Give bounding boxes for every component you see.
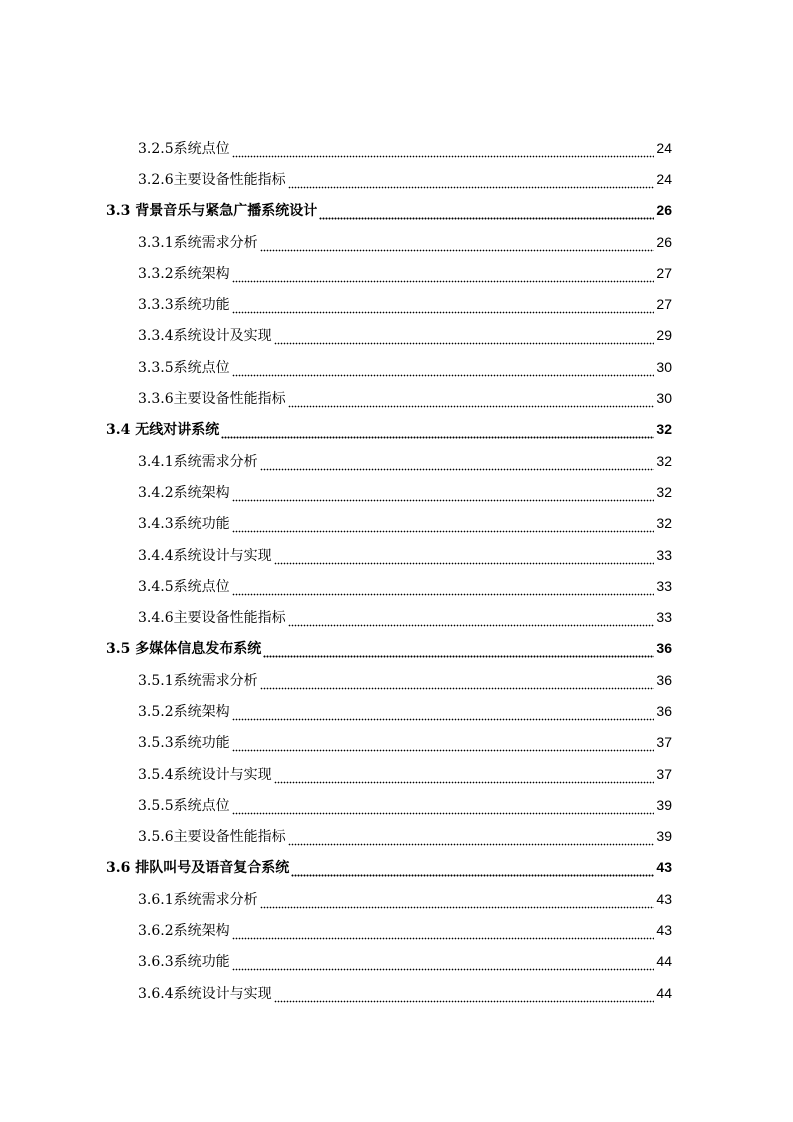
dot-leader	[260, 895, 655, 909]
toc-entry-title: 3.4.4系统设计与实现	[138, 547, 272, 564]
toc-subsection-entry[interactable]	[0, 163, 793, 194]
toc-page-number: 39	[656, 796, 672, 813]
dot-leader	[288, 832, 655, 846]
toc-subsection-entry[interactable]	[0, 883, 793, 914]
toc-page-number: 29	[656, 327, 672, 344]
toc-entry-title: 3.3.1系统需求分析	[138, 234, 258, 251]
toc-page-number: 32	[656, 483, 672, 500]
toc-subsection-entry[interactable]	[0, 758, 793, 789]
toc-page-number: 32	[656, 421, 672, 438]
dot-leader	[274, 989, 655, 1003]
dot-leader	[232, 300, 655, 314]
dot-leader	[288, 394, 655, 408]
toc-entry-title: 3.5.2系统架构	[138, 703, 230, 720]
toc-subsection-entry[interactable]	[0, 288, 793, 319]
toc-page-number: 32	[656, 515, 672, 532]
toc-subsection-entry[interactable]	[0, 789, 793, 820]
dot-leader	[232, 269, 655, 283]
toc-subsection-entry[interactable]	[0, 977, 793, 1008]
toc-subsection-entry[interactable]	[0, 727, 793, 758]
dot-leader	[260, 238, 655, 252]
toc-entry-title: 3.4 无线对讲系统	[106, 422, 220, 439]
toc-subsection-entry[interactable]	[0, 476, 793, 507]
toc-page-number: 24	[656, 170, 672, 187]
toc-page-number: 36	[656, 671, 672, 688]
toc-subsection-entry[interactable]	[0, 257, 793, 288]
toc-subsection-entry[interactable]	[0, 695, 793, 726]
toc-page-number: 39	[656, 828, 672, 845]
dot-leader	[319, 206, 654, 220]
dot-leader	[260, 457, 655, 471]
toc-page-number: 30	[656, 390, 672, 407]
dot-leader	[288, 613, 655, 627]
toc-entry-title: 3.6 排队叫号及语音复合系统	[106, 860, 290, 877]
toc-page-number: 36	[656, 640, 672, 657]
toc-entry-title: 3.5.6主要设备性能指标	[138, 829, 286, 846]
dot-leader	[232, 801, 655, 815]
toc-page-number: 43	[656, 859, 672, 876]
toc-page-number: 30	[656, 358, 672, 375]
dot-leader	[232, 519, 655, 533]
toc-entry-title: 3.3.2系统架构	[138, 265, 230, 282]
toc-entry-title: 3.4.3系统功能	[138, 516, 230, 533]
toc-entry-title: 3.5.4系统设计与实现	[138, 766, 272, 783]
toc-subsection-entry[interactable]	[0, 508, 793, 539]
toc-entry-title: 3.4.2系统架构	[138, 484, 230, 501]
table-of-contents	[0, 132, 793, 1008]
dot-leader	[232, 926, 655, 940]
dot-leader	[274, 331, 655, 345]
toc-entry-title: 3.4.5系统点位	[138, 578, 230, 595]
toc-entry-title: 3.3 背景音乐与紧急广播系统设计	[106, 203, 318, 220]
dot-leader	[232, 957, 655, 971]
toc-page-number: 36	[656, 702, 672, 719]
toc-entry-title: 3.6.3系统功能	[138, 954, 230, 971]
toc-entry-title: 3.6.2系统架构	[138, 923, 230, 940]
toc-subsection-entry[interactable]	[0, 539, 793, 570]
toc-entry-title: 3.5 多媒体信息发布系统	[106, 641, 262, 658]
dot-leader	[274, 551, 655, 565]
toc-page-number: 27	[656, 296, 672, 313]
toc-page-number: 33	[656, 577, 672, 594]
toc-page-number: 44	[656, 953, 672, 970]
toc-subsection-entry[interactable]	[0, 226, 793, 257]
toc-subsection-entry[interactable]	[0, 664, 793, 695]
toc-entry-title: 3.4.6主要设备性能指标	[138, 610, 286, 627]
toc-entry-title: 3.5.5系统点位	[138, 797, 230, 814]
toc-section-entry[interactable]	[0, 852, 793, 883]
toc-page-number: 26	[656, 233, 672, 250]
dot-leader	[291, 863, 654, 877]
toc-page-number: 33	[656, 546, 672, 563]
toc-entry-title: 3.2.6主要设备性能指标	[138, 171, 286, 188]
toc-section-entry[interactable]	[0, 633, 793, 664]
dot-leader	[263, 644, 654, 658]
dot-leader	[232, 582, 655, 596]
dot-leader	[232, 707, 655, 721]
dot-leader	[232, 738, 655, 752]
dot-leader	[221, 425, 654, 439]
toc-subsection-entry[interactable]	[0, 320, 793, 351]
toc-entry-title: 3.4.1系统需求分析	[138, 453, 258, 470]
toc-subsection-entry[interactable]	[0, 946, 793, 977]
toc-entry-title: 3.5.1系统需求分析	[138, 672, 258, 689]
toc-page-number: 37	[656, 734, 672, 751]
toc-page-number: 27	[656, 264, 672, 281]
dot-leader	[232, 488, 655, 502]
toc-page-number: 43	[656, 922, 672, 939]
toc-subsection-entry[interactable]	[0, 601, 793, 632]
toc-entry-title: 3.3.4系统设计及实现	[138, 328, 272, 345]
toc-entry-title: 3.6.1系统需求分析	[138, 891, 258, 908]
toc-entry-title: 3.5.3系统功能	[138, 735, 230, 752]
toc-page-number: 43	[656, 890, 672, 907]
dot-leader	[274, 770, 655, 784]
toc-section-entry[interactable]	[0, 195, 793, 226]
toc-subsection-entry[interactable]	[0, 132, 793, 163]
dot-leader	[260, 676, 655, 690]
toc-page-number: 44	[656, 984, 672, 1001]
toc-page-number: 33	[656, 609, 672, 626]
toc-entry-title: 3.3.5系统点位	[138, 359, 230, 376]
toc-subsection-entry[interactable]	[0, 445, 793, 476]
toc-page-number: 24	[656, 139, 672, 156]
toc-subsection-entry[interactable]	[0, 914, 793, 945]
toc-entry-title: 3.3.6主要设备性能指标	[138, 391, 286, 408]
toc-page-number: 32	[656, 452, 672, 469]
toc-page-number: 37	[656, 765, 672, 782]
toc-subsection-entry[interactable]	[0, 382, 793, 413]
toc-subsection-entry[interactable]	[0, 351, 793, 382]
toc-entry-title: 3.6.4系统设计与实现	[138, 985, 272, 1002]
dot-leader	[288, 175, 655, 189]
toc-subsection-entry[interactable]	[0, 821, 793, 852]
toc-section-entry[interactable]	[0, 414, 793, 445]
toc-entry-title: 3.3.3系统功能	[138, 297, 230, 314]
toc-entry-title: 3.2.5系统点位	[138, 140, 230, 157]
toc-page-number: 26	[656, 202, 672, 219]
dot-leader	[232, 144, 655, 158]
toc-subsection-entry[interactable]	[0, 570, 793, 601]
dot-leader	[232, 363, 655, 377]
